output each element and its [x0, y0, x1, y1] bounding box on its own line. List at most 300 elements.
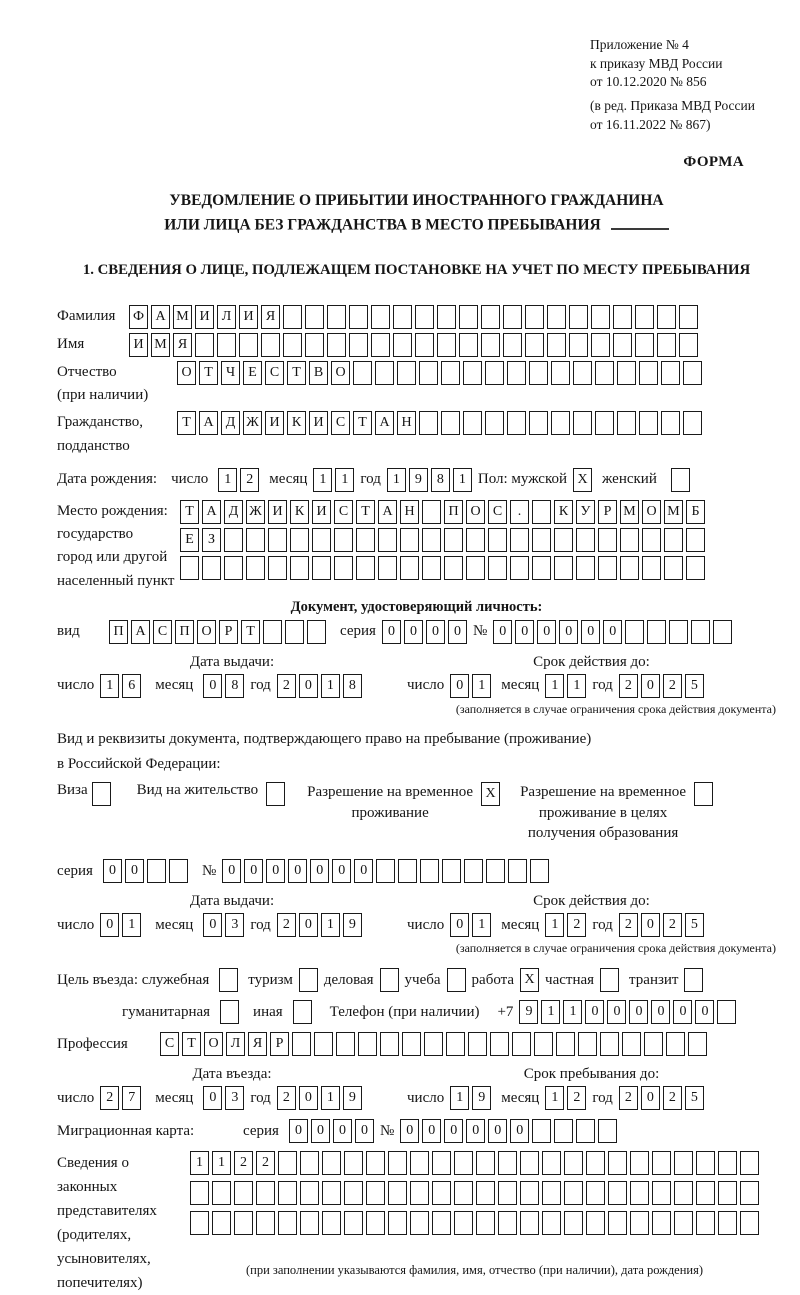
stay-month-cell[interactable]: 2	[567, 1086, 586, 1110]
representatives-cell[interactable]	[652, 1151, 671, 1175]
stay-month-cell[interactable]: 1	[545, 1086, 564, 1110]
surname-cell[interactable]: А	[151, 305, 170, 329]
patronymic-cell[interactable]	[507, 361, 526, 385]
permit-number-cell[interactable]: 0	[288, 859, 307, 883]
citizenship-cell[interactable]	[595, 411, 614, 435]
surname-cell[interactable]	[569, 305, 588, 329]
entry-year-cell[interactable]: 2	[277, 1086, 296, 1110]
profession-cell[interactable]	[380, 1032, 399, 1056]
patronymic-cell[interactable]	[551, 361, 570, 385]
valid2-day-cell[interactable]: 1	[472, 913, 491, 937]
name-cell[interactable]	[305, 333, 324, 357]
patronymic-cell[interactable]: Т	[199, 361, 218, 385]
name-cell[interactable]	[239, 333, 258, 357]
representatives-cell[interactable]	[388, 1151, 407, 1175]
birth-place-cell[interactable]	[510, 556, 529, 580]
birth-place-cell[interactable]	[356, 556, 375, 580]
name-cell[interactable]	[217, 333, 236, 357]
name-cell[interactable]: М	[151, 333, 170, 357]
migration-card-series-cell[interactable]: 0	[333, 1119, 352, 1143]
valid1-month-cell[interactable]: 1	[567, 674, 586, 698]
representatives-cell[interactable]: 2	[234, 1151, 253, 1175]
issue1-year-cell[interactable]: 0	[299, 674, 318, 698]
birth-place-cell[interactable]	[268, 556, 287, 580]
profession-cell[interactable]	[688, 1032, 707, 1056]
representatives-cell[interactable]	[696, 1211, 715, 1235]
migration-card-number-cell[interactable]	[532, 1119, 551, 1143]
patronymic-cell[interactable]	[573, 361, 592, 385]
representatives-cell[interactable]	[542, 1151, 561, 1175]
name-cell[interactable]	[261, 333, 280, 357]
surname-cell[interactable]: Л	[217, 305, 236, 329]
representatives-cell[interactable]	[410, 1211, 429, 1235]
entry-year-cell[interactable]: 1	[321, 1086, 340, 1110]
entry-day-cell[interactable]: 2	[100, 1086, 119, 1110]
birth-place-cell[interactable]	[554, 556, 573, 580]
surname-cell[interactable]	[371, 305, 390, 329]
profession-cell[interactable]	[314, 1032, 333, 1056]
representatives-cell[interactable]	[498, 1181, 517, 1205]
migration-card-number-cell[interactable]	[576, 1119, 595, 1143]
issue1-month-cell[interactable]: 8	[225, 674, 244, 698]
migration-card-number-cell[interactable]	[598, 1119, 617, 1143]
representatives-cell[interactable]	[212, 1211, 231, 1235]
name-cell[interactable]	[547, 333, 566, 357]
valid2-year-cell[interactable]: 2	[619, 913, 638, 937]
representatives-cell[interactable]	[696, 1151, 715, 1175]
sex-male-checkbox-cell[interactable]: X	[573, 468, 592, 492]
birth-place-cell[interactable]: И	[268, 500, 287, 524]
patronymic-cell[interactable]	[419, 361, 438, 385]
migration-card-number-cell[interactable]: 0	[400, 1119, 419, 1143]
representatives-cell[interactable]	[498, 1211, 517, 1235]
id-doc-type-cell[interactable]	[263, 620, 282, 644]
representatives-cell[interactable]	[322, 1211, 341, 1235]
surname-cell[interactable]	[547, 305, 566, 329]
birth-place-cell[interactable]	[642, 528, 661, 552]
patronymic-cell[interactable]	[661, 361, 680, 385]
representatives-cell[interactable]: 2	[256, 1151, 275, 1175]
citizenship-cell[interactable]: С	[331, 411, 350, 435]
profession-cell[interactable]: Т	[182, 1032, 201, 1056]
issue1-day-cell[interactable]: 6	[122, 674, 141, 698]
representatives-cell[interactable]	[608, 1181, 627, 1205]
representatives-cell[interactable]	[454, 1181, 473, 1205]
birth-place-cell[interactable]: З	[202, 528, 221, 552]
birth-place-cell[interactable]	[246, 528, 265, 552]
valid2-year-cell[interactable]: 2	[663, 913, 682, 937]
birth-place-cell[interactable]	[268, 528, 287, 552]
name-cell[interactable]	[327, 333, 346, 357]
citizenship-cell[interactable]: А	[375, 411, 394, 435]
representatives-cell[interactable]	[630, 1211, 649, 1235]
stay-year-cell[interactable]: 0	[641, 1086, 660, 1110]
issue1-month-cell[interactable]: 0	[203, 674, 222, 698]
purpose-humanitarian-checkbox-cell[interactable]	[220, 1000, 239, 1024]
citizenship-cell[interactable]	[441, 411, 460, 435]
birth-place-cell[interactable]	[532, 500, 551, 524]
issue2-month-cell[interactable]: 3	[225, 913, 244, 937]
valid1-day-cell[interactable]: 0	[450, 674, 469, 698]
birth-place-cell[interactable]: С	[488, 500, 507, 524]
representatives-cell[interactable]	[564, 1181, 583, 1205]
entry-month-cell[interactable]: 3	[225, 1086, 244, 1110]
id-doc-number-cell[interactable]: 0	[581, 620, 600, 644]
issue1-day-cell[interactable]: 1	[100, 674, 119, 698]
birth-place-cell[interactable]: У	[576, 500, 595, 524]
representatives-cell[interactable]	[300, 1211, 319, 1235]
birth-year-cell[interactable]: 1	[453, 468, 472, 492]
birth-place-cell[interactable]	[202, 556, 221, 580]
profession-cell[interactable]	[600, 1032, 619, 1056]
representatives-cell[interactable]	[586, 1181, 605, 1205]
patronymic-cell[interactable]	[353, 361, 372, 385]
profession-cell[interactable]	[644, 1032, 663, 1056]
representatives-cell[interactable]	[608, 1151, 627, 1175]
birth-place-cell[interactable]	[620, 528, 639, 552]
birth-place-cell[interactable]: А	[378, 500, 397, 524]
surname-cell[interactable]	[613, 305, 632, 329]
representatives-cell[interactable]	[520, 1181, 539, 1205]
name-cell[interactable]	[349, 333, 368, 357]
birth-place-cell[interactable]	[312, 528, 331, 552]
surname-cell[interactable]	[591, 305, 610, 329]
representatives-cell[interactable]	[674, 1211, 693, 1235]
temp-residence-checkbox-cell[interactable]: X	[481, 782, 500, 806]
surname-cell[interactable]	[283, 305, 302, 329]
birth-place-cell[interactable]	[246, 556, 265, 580]
stay-day-cell[interactable]: 9	[472, 1086, 491, 1110]
birth-place-cell[interactable]	[554, 528, 573, 552]
patronymic-cell[interactable]: Е	[243, 361, 262, 385]
surname-cell[interactable]	[459, 305, 478, 329]
profession-cell[interactable]: О	[204, 1032, 223, 1056]
citizenship-cell[interactable]: А	[199, 411, 218, 435]
name-cell[interactable]	[591, 333, 610, 357]
birth-place-cell[interactable]: С	[334, 500, 353, 524]
surname-cell[interactable]	[481, 305, 500, 329]
representatives-cell[interactable]	[410, 1151, 429, 1175]
birth-place-cell[interactable]: О	[642, 500, 661, 524]
name-cell[interactable]	[657, 333, 676, 357]
birth-place-cell[interactable]	[378, 556, 397, 580]
surname-cell[interactable]	[305, 305, 324, 329]
citizenship-cell[interactable]	[507, 411, 526, 435]
representatives-cell[interactable]	[344, 1151, 363, 1175]
representatives-cell[interactable]	[696, 1181, 715, 1205]
surname-cell[interactable]	[349, 305, 368, 329]
valid1-year-cell[interactable]: 0	[641, 674, 660, 698]
representatives-cell[interactable]	[520, 1151, 539, 1175]
permit-series-cell[interactable]: 0	[103, 859, 122, 883]
representatives-cell[interactable]	[388, 1211, 407, 1235]
name-cell[interactable]	[525, 333, 544, 357]
birth-day-cell[interactable]: 2	[240, 468, 259, 492]
issue2-year-cell[interactable]: 0	[299, 913, 318, 937]
birth-place-cell[interactable]: П	[444, 500, 463, 524]
birth-place-cell[interactable]: И	[312, 500, 331, 524]
patronymic-cell[interactable]	[617, 361, 636, 385]
representatives-cell[interactable]	[256, 1211, 275, 1235]
profession-cell[interactable]	[556, 1032, 575, 1056]
representatives-cell[interactable]	[608, 1211, 627, 1235]
representatives-cell[interactable]	[542, 1211, 561, 1235]
birth-place-cell[interactable]	[290, 528, 309, 552]
representatives-cell[interactable]	[190, 1211, 209, 1235]
representatives-cell[interactable]	[586, 1211, 605, 1235]
birth-place-cell[interactable]: Т	[180, 500, 199, 524]
permit-number-cell[interactable]	[508, 859, 527, 883]
representatives-cell[interactable]	[718, 1151, 737, 1175]
representatives-cell[interactable]	[718, 1181, 737, 1205]
representatives-cell[interactable]	[366, 1211, 385, 1235]
surname-cell[interactable]	[503, 305, 522, 329]
valid2-month-cell[interactable]: 1	[545, 913, 564, 937]
phone-cell[interactable]: 0	[673, 1000, 692, 1024]
id-doc-number-cell[interactable]	[647, 620, 666, 644]
representatives-cell[interactable]	[630, 1181, 649, 1205]
purpose-other-checkbox-cell[interactable]	[293, 1000, 312, 1024]
citizenship-cell[interactable]	[485, 411, 504, 435]
permit-number-cell[interactable]	[376, 859, 395, 883]
permit-number-cell[interactable]: 0	[310, 859, 329, 883]
profession-cell[interactable]	[490, 1032, 509, 1056]
patronymic-cell[interactable]	[463, 361, 482, 385]
id-doc-number-cell[interactable]: 0	[515, 620, 534, 644]
patronymic-cell[interactable]	[595, 361, 614, 385]
patronymic-cell[interactable]: Ч	[221, 361, 240, 385]
representatives-cell[interactable]	[476, 1211, 495, 1235]
birth-place-cell[interactable]	[444, 528, 463, 552]
representatives-cell[interactable]	[674, 1151, 693, 1175]
birth-place-cell[interactable]: О	[466, 500, 485, 524]
valid1-year-cell[interactable]: 2	[619, 674, 638, 698]
valid2-month-cell[interactable]: 2	[567, 913, 586, 937]
representatives-cell[interactable]	[432, 1211, 451, 1235]
birth-place-cell[interactable]	[400, 556, 419, 580]
id-doc-type-cell[interactable]: Т	[241, 620, 260, 644]
profession-cell[interactable]	[534, 1032, 553, 1056]
entry-day-cell[interactable]: 7	[122, 1086, 141, 1110]
representatives-cell[interactable]	[256, 1181, 275, 1205]
citizenship-cell[interactable]	[529, 411, 548, 435]
citizenship-cell[interactable]: Н	[397, 411, 416, 435]
surname-cell[interactable]: И	[195, 305, 214, 329]
representatives-cell[interactable]	[388, 1181, 407, 1205]
birth-place-cell[interactable]	[488, 528, 507, 552]
representatives-cell[interactable]	[454, 1151, 473, 1175]
citizenship-cell[interactable]: Ж	[243, 411, 262, 435]
valid1-year-cell[interactable]: 5	[685, 674, 704, 698]
birth-place-cell[interactable]	[532, 528, 551, 552]
representatives-cell[interactable]	[212, 1181, 231, 1205]
citizenship-cell[interactable]	[573, 411, 592, 435]
birth-month-cell[interactable]: 1	[335, 468, 354, 492]
citizenship-cell[interactable]: К	[287, 411, 306, 435]
valid2-year-cell[interactable]: 5	[685, 913, 704, 937]
representatives-cell[interactable]	[740, 1181, 759, 1205]
birth-place-cell[interactable]	[664, 528, 683, 552]
representatives-cell[interactable]	[586, 1151, 605, 1175]
profession-cell[interactable]	[666, 1032, 685, 1056]
representatives-cell[interactable]	[542, 1181, 561, 1205]
birth-place-cell[interactable]	[422, 556, 441, 580]
representatives-cell[interactable]	[278, 1211, 297, 1235]
permit-number-cell[interactable]	[442, 859, 461, 883]
id-doc-series-cell[interactable]: 0	[382, 620, 401, 644]
name-cell[interactable]	[195, 333, 214, 357]
migration-card-number-cell[interactable]: 0	[422, 1119, 441, 1143]
birth-place-cell[interactable]	[664, 556, 683, 580]
representatives-cell[interactable]	[498, 1151, 517, 1175]
phone-cell[interactable]: 1	[541, 1000, 560, 1024]
birth-place-cell[interactable]	[466, 528, 485, 552]
representatives-cell[interactable]	[322, 1151, 341, 1175]
representatives-cell[interactable]	[564, 1151, 583, 1175]
birth-year-cell[interactable]: 1	[387, 468, 406, 492]
patronymic-cell[interactable]: О	[177, 361, 196, 385]
representatives-cell[interactable]: 1	[212, 1151, 231, 1175]
surname-cell[interactable]: М	[173, 305, 192, 329]
representatives-cell[interactable]	[432, 1181, 451, 1205]
purpose-private-checkbox-cell[interactable]	[600, 968, 619, 992]
surname-cell[interactable]	[657, 305, 676, 329]
patronymic-cell[interactable]	[529, 361, 548, 385]
birth-place-cell[interactable]	[334, 556, 353, 580]
issue2-year-cell[interactable]: 1	[321, 913, 340, 937]
birth-place-cell[interactable]	[334, 528, 353, 552]
birth-place-cell[interactable]: Р	[598, 500, 617, 524]
entry-month-cell[interactable]: 0	[203, 1086, 222, 1110]
valid1-day-cell[interactable]: 1	[472, 674, 491, 698]
permit-series-cell[interactable]	[169, 859, 188, 883]
representatives-cell[interactable]	[278, 1181, 297, 1205]
representatives-cell[interactable]	[674, 1181, 693, 1205]
phone-cell[interactable]: 1	[563, 1000, 582, 1024]
profession-cell[interactable]	[446, 1032, 465, 1056]
patronymic-cell[interactable]	[375, 361, 394, 385]
profession-cell[interactable]	[402, 1032, 421, 1056]
visa-checkbox-cell[interactable]	[92, 782, 111, 806]
citizenship-cell[interactable]: Д	[221, 411, 240, 435]
birth-year-cell[interactable]: 8	[431, 468, 450, 492]
birth-place-cell[interactable]: А	[202, 500, 221, 524]
citizenship-cell[interactable]: И	[309, 411, 328, 435]
profession-cell[interactable]: Л	[226, 1032, 245, 1056]
citizenship-cell[interactable]: И	[265, 411, 284, 435]
patronymic-cell[interactable]	[397, 361, 416, 385]
id-doc-series-cell[interactable]: 0	[448, 620, 467, 644]
representatives-cell[interactable]	[344, 1181, 363, 1205]
id-doc-number-cell[interactable]: 0	[537, 620, 556, 644]
representatives-cell[interactable]	[520, 1211, 539, 1235]
name-cell[interactable]	[613, 333, 632, 357]
profession-cell[interactable]: С	[160, 1032, 179, 1056]
permit-number-cell[interactable]	[464, 859, 483, 883]
surname-cell[interactable]: Я	[261, 305, 280, 329]
entry-year-cell[interactable]: 0	[299, 1086, 318, 1110]
surname-cell[interactable]	[525, 305, 544, 329]
birth-place-cell[interactable]: Н	[400, 500, 419, 524]
representatives-cell[interactable]	[652, 1211, 671, 1235]
birth-place-cell[interactable]: .	[510, 500, 529, 524]
migration-card-series-cell[interactable]: 0	[289, 1119, 308, 1143]
representatives-cell[interactable]	[454, 1211, 473, 1235]
name-cell[interactable]	[415, 333, 434, 357]
permit-number-cell[interactable]: 0	[332, 859, 351, 883]
phone-cell[interactable]	[717, 1000, 736, 1024]
representatives-cell[interactable]	[476, 1181, 495, 1205]
birth-place-cell[interactable]	[356, 528, 375, 552]
migration-card-number-cell[interactable]: 0	[444, 1119, 463, 1143]
name-cell[interactable]	[635, 333, 654, 357]
purpose-work-checkbox-cell[interactable]: X	[520, 968, 539, 992]
representatives-cell[interactable]	[190, 1181, 209, 1205]
name-cell[interactable]: И	[129, 333, 148, 357]
birth-place-cell[interactable]: М	[620, 500, 639, 524]
citizenship-cell[interactable]	[639, 411, 658, 435]
permit-number-cell[interactable]: 0	[222, 859, 241, 883]
birth-place-cell[interactable]	[224, 528, 243, 552]
id-doc-number-cell[interactable]	[669, 620, 688, 644]
profession-cell[interactable]	[512, 1032, 531, 1056]
representatives-cell[interactable]	[300, 1181, 319, 1205]
citizenship-cell[interactable]	[419, 411, 438, 435]
representatives-cell[interactable]	[322, 1181, 341, 1205]
purpose-study-checkbox-cell[interactable]	[447, 968, 466, 992]
name-cell[interactable]: Я	[173, 333, 192, 357]
permit-number-cell[interactable]	[420, 859, 439, 883]
surname-cell[interactable]	[679, 305, 698, 329]
migration-card-number-cell[interactable]: 0	[510, 1119, 529, 1143]
stay-day-cell[interactable]: 1	[450, 1086, 469, 1110]
name-cell[interactable]	[283, 333, 302, 357]
temp-residence-education-checkbox-cell[interactable]	[694, 782, 713, 806]
id-doc-number-cell[interactable]	[625, 620, 644, 644]
purpose-official-checkbox-cell[interactable]	[219, 968, 238, 992]
surname-cell[interactable]: И	[239, 305, 258, 329]
profession-cell[interactable]	[578, 1032, 597, 1056]
valid2-day-cell[interactable]: 0	[450, 913, 469, 937]
birth-place-cell[interactable]: Ж	[246, 500, 265, 524]
stay-year-cell[interactable]: 2	[619, 1086, 638, 1110]
profession-cell[interactable]	[292, 1032, 311, 1056]
issue1-year-cell[interactable]: 8	[343, 674, 362, 698]
id-doc-type-cell[interactable]: С	[153, 620, 172, 644]
representatives-cell[interactable]	[432, 1151, 451, 1175]
purpose-tourism-checkbox-cell[interactable]	[299, 968, 318, 992]
id-doc-number-cell[interactable]	[691, 620, 710, 644]
birth-day-cell[interactable]: 1	[218, 468, 237, 492]
birth-place-cell[interactable]	[224, 556, 243, 580]
birth-place-cell[interactable]	[532, 556, 551, 580]
representatives-cell[interactable]	[630, 1151, 649, 1175]
citizenship-cell[interactable]	[463, 411, 482, 435]
phone-cell[interactable]: 0	[629, 1000, 648, 1024]
id-doc-type-cell[interactable]: О	[197, 620, 216, 644]
issue2-month-cell[interactable]: 0	[203, 913, 222, 937]
surname-cell[interactable]: Ф	[129, 305, 148, 329]
name-cell[interactable]	[503, 333, 522, 357]
birth-place-cell[interactable]	[444, 556, 463, 580]
permit-number-cell[interactable]: 0	[354, 859, 373, 883]
representatives-cell[interactable]	[564, 1211, 583, 1235]
representatives-cell[interactable]	[652, 1181, 671, 1205]
permit-number-cell[interactable]: 0	[244, 859, 263, 883]
birth-place-cell[interactable]	[576, 556, 595, 580]
birth-place-cell[interactable]: Д	[224, 500, 243, 524]
stay-year-cell[interactable]: 5	[685, 1086, 704, 1110]
